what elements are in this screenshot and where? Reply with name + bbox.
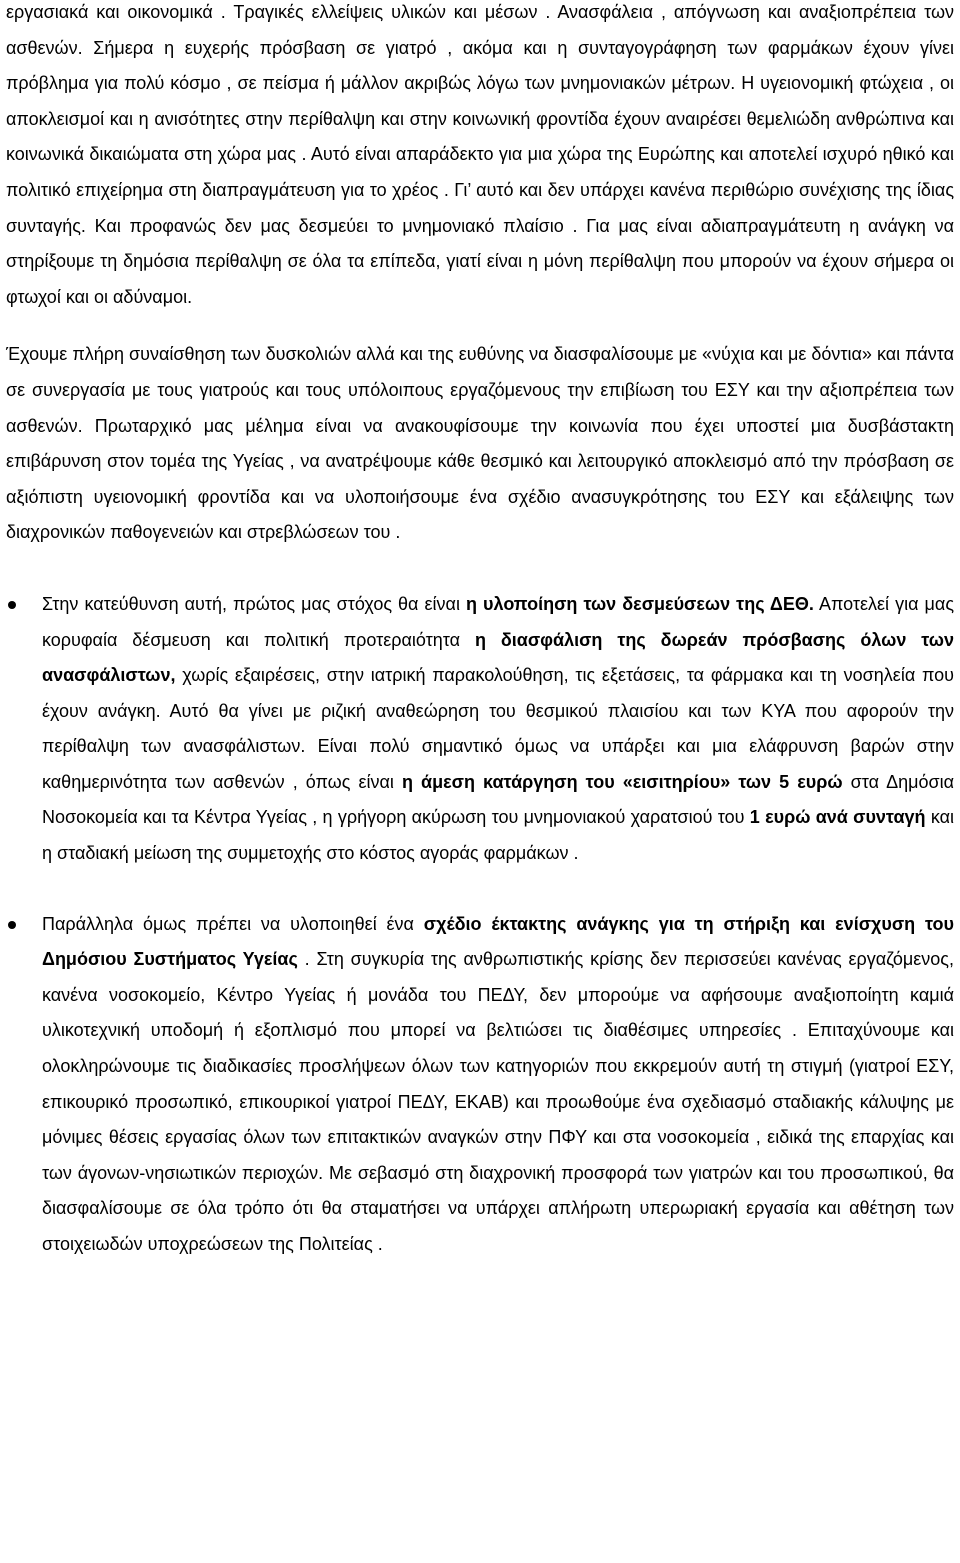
segment-bold: σχέδιο έκτακτης ανάγκης για τη στήριξη και ενίσχυση του Δημόσιου Συστήματος Υγείας (42, 913, 954, 970)
bullet-list (6, 587, 954, 1263)
segment: Στην κατεύθυνση αυτή, πρώτος μας στόχος θα είναι (42, 593, 466, 614)
bullet-item-deth-commitments (6, 587, 954, 872)
segment: στα Δημόσια Νοσοκομεία και τα Κέντρα Υγείας , η γρήγορη ακύρωση του μνημονιακού χαρατσιού του (42, 771, 955, 828)
paragraph-health-crisis: εργασιακά και οικονομικά . Τραγικές ελλείψεις υλικών και μέσων . Ανασφάλεια , απόγνωση και αναξιοπρέπεια των ασθενών. Σήμερα η ευχερής πρόσβαση σε γιατρό , ακόμα και η συνταγογράφηση των φαρμάκων έχουν γίνει πρόβλημα για πολύ κόσμο , σε πείσμα ή μάλλον ακριβώς λόγω των μνημονιακών μέτρων. Η υγειονομική φτώχεια , οι αποκλεισμοί και η ανισότητες στην περίθαλψη και στην κοινωνική φροντίδα έχουν αναιρέσει θεμελιώδη ανθρώπινα και κοινωνικά δικαιώματα στη χώρα μας . Αυτό είναι απαράδεκτο για μια χώρα της Ευρώπης και αποτελεί ισχυρό ηθικό και πολιτικό επιχείρημα στη διαπραγμάτευση για το χρέος . Γι’ αυτό και δεν υπάρχει κανένα περιθώριο συνέχισης της ίδιας συνταγής. Και προφανώς δεν μας δεσμεύει το μνημονιακό πλαίσιο . Για μας είναι αδιαπραγμάτευτη η ανάγκη να στηρίξουμε τη δημόσια περίθαλψη σε όλα τα επίπεδα, γιατί είναι η μόνη περίθαλψη που μπορούν να έχουν σήμερα οι φτωχοί και οι αδύναμοι. (6, 2, 954, 307)
bullet-item-emergency-plan (6, 907, 954, 1263)
segment-bold: η άμεση κατάργηση του «εισιτηρίου» των 5 ευρώ (401, 771, 843, 792)
segment-bold: 1 ευρώ ανά συνταγή (749, 807, 926, 828)
segment-bold: η υλοποίηση των δεσμεύσεων της ΔΕΘ. (466, 593, 814, 614)
segment: Παράλληλα όμως πρέπει να υλοποιηθεί ένα (42, 913, 424, 934)
segment-bold: η διασφάλιση της δωρεάν πρόσβασης όλων των ανασφάλιστων, (42, 629, 954, 686)
bullet-dot-icon (8, 921, 16, 929)
paragraph-responsibility: Έχουμε πλήρη συναίσθηση των δυσκολιών αλλά και της ευθύνης να διασφαλίσουμε με «νύχια και με δόντια» και πάντα σε συνεργασία με τους γιατρούς και τους υπόλοιπους εργαζόμενους την επιβίωση του ΕΣΥ και την αξιοπρέπεια των ασθενών. Πρωταρχικό μας μέλημα είναι να ανακουφίσουμε την κοινωνία που έχει υποστεί μια δυσβάστακτη επιβάρυνση στον τομέα της Υγείας , να ανατρέψουμε κάθε θεσμικό και λειτουργικό αποκλεισμό από την πρόσβαση σε αξιόπιστη υγειονομική φροντίδα και να υλοποιήσουμε ένα σχέδιο ανασυγκρότησης του ΕΣΥ και εξάλειψης των διαχρονικών παθογενειών και στρεβλώσεων του . (6, 344, 954, 543)
segment: Αποτελεί για μας κορυφαία δέσμευση και πολιτική προτεραιότητα (42, 593, 954, 650)
segment: . Στη συγκυρία της ανθρωπιστικής κρίσης δεν περισσεύει κανένας εργαζόμενος, κανένα νοσοκομείο, Κέντρο Υγείας ή μονάδα του ΠΕΔΥ, δεν μπορούμε να αφήσουμε αναξιοποίητη καμιά υλικοτεχνική υποδομή ή εξοπλισμό που μπορεί να βελτιώσει τις διαθέσιμες υπηρεσίες . Επιταχύνουμε και ολοκληρώνουμε τις διαδικασίες προσλήψεων όλων των κατηγοριών που εκκρεμούν αυτή τη στιγμή (γιατροί ΕΣΥ, επικουρικό προσωπικό, επικουρικοί γιατροί ΠΕΔΥ, ΕΚΑΒ) και προωθούμε ένα σχεδιασμό σταδιακής κάλυψης με μόνιμες θέσεις εργασίας όλων των επιτακτικών αναγκών στην ΠΦΥ και στα νοσοκομεία , ειδικά της επαρχίας και των άγονων-νησιωτικών περιοχών. Με σεβασμό στη διαχρονική προσφορά των γιατρών και του προσωπικού, θα διασφαλίσουμε σε όλα τρόπο ότι θα σταματήσει να υπάρχει απλήρωτη υπερωριακή εργασία και αθέτηση των στοιχειωδών υποχρεώσεων της Πολιτείας . (42, 949, 954, 1254)
bullet-dot-icon (8, 601, 16, 609)
segment: και η σταδιακή μείωση της συμμετοχής στο κόστος αγοράς φαρμάκων . (42, 807, 955, 864)
segment: χωρίς εξαιρέσεις, στην ιατρική παρακολούθηση, τις εξετάσεις, τα φάρμακα και τη νοσηλεία που έχουν ανάγκη. Αυτό θα γίνει με ριζική αναθεώρηση του θεσμικού πλαισίου και των ΚΥΑ που αφορούν την περίθαλψη των ανασφάλιστων. Είναι πολύ σημαντικό όμως να υπάρξει και μια ελάφρυνση βαρών στην καθημερινότητα των ασθενών , όπως είναι (42, 665, 954, 792)
